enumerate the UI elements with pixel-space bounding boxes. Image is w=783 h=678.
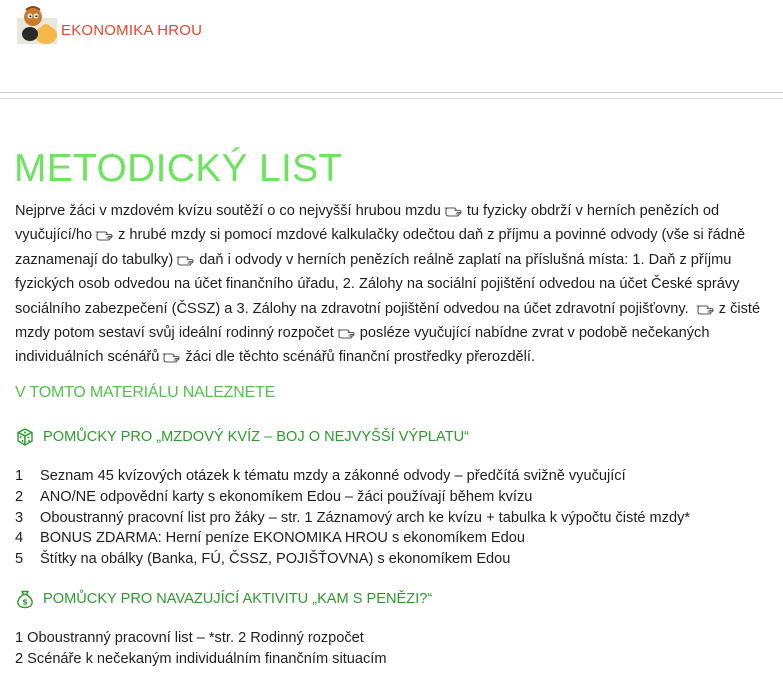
list-item-number: 3	[15, 509, 24, 526]
list-item-text: ANO/NE odpovědní karty s ekonomíkem Edou – žáci používají během kvízu	[40, 488, 533, 505]
pointing-hand-icon	[444, 203, 464, 217]
page-title: METODICKÝ LIST	[14, 147, 343, 190]
header-divider	[0, 92, 783, 93]
intro-text-7: žáci dle těchto scénářů finanční prostředky přerozdělí.	[185, 349, 536, 366]
pointing-hand-icon	[337, 325, 357, 339]
subsection-activity-label: POMŮCKY PRO NAVAZUJÍCÍ AKTIVITU „KAM S PENĚZI?“	[43, 591, 433, 607]
intro-text-6: posléze vyučující nabídne zvrat v podobě nečekaných individuálních scénářů	[15, 325, 710, 366]
section-title: V TOMTO MATERIÁLU NALEZNETE	[15, 384, 276, 401]
header-divider-secondary	[0, 98, 783, 99]
mascot-with-money-bag-icon[interactable]	[17, 4, 57, 44]
activity-materials-list	[15, 628, 387, 670]
list-item-text: Oboustranný pracovní list pro žáky – str. 1 Záznamový arch ke kvízu + tabulka k výpočtu čisté mzdy*	[40, 509, 691, 526]
money-bag-icon	[15, 589, 35, 609]
list-item: 1 Oboustranný pracovní list – *str. 2 Rodinný rozpočet	[15, 630, 364, 646]
list-item	[15, 466, 690, 487]
list-item	[15, 549, 690, 570]
pointing-hand-icon	[696, 301, 716, 315]
list-item-text: Seznam 45 kvízových otázek k tématu mzdy a zákonné odvody – předčítá svižně vyučující	[40, 468, 626, 484]
svg-text:$: $	[22, 597, 28, 607]
intro-text-4: daň i odvody v herních penězích reálně zaplatí na příslušná místa: 1. Daň z příjmu fyzických osob odvedou na účet finančního úřadu, 2. Zálohy na sociální pojištění odvedou na účet České správy sociálního zabezpečení (ČSSZ) a 3. Zálohy na zdravotní pojištění odvedou na účet zdravotní pojišťovny.	[15, 251, 740, 317]
pointing-hand-icon	[162, 349, 182, 363]
intro-paragraph	[15, 199, 775, 370]
list-item-number: 5	[15, 551, 24, 568]
brand-name[interactable]: EKONOMIKA HROU	[61, 22, 203, 39]
list-item-number: 1	[15, 468, 24, 484]
quiz-materials-list	[15, 466, 690, 570]
list-item	[15, 528, 690, 549]
list-item: 2 Scénáře k nečekaným individuálním finančním situacím	[15, 651, 387, 667]
subsection-quiz-title	[15, 427, 469, 447]
pointing-hand-icon	[176, 252, 196, 266]
list-item	[15, 508, 690, 529]
intro-text-2: tu fyzicky obdrží v herních penězích od vyučující/ho	[15, 203, 720, 244]
list-item-number: 2	[15, 488, 24, 505]
intro-text-5: z čisté mzdy potom sestaví svůj ideální rodinný rozpočet	[15, 300, 761, 342]
dice-icon	[15, 427, 35, 447]
list-item-text: Štítky na obálky (Banka, FÚ, ČSSZ, POJIŠŤOVNA) s ekonomíkem Edou	[40, 551, 511, 568]
pointing-hand-icon	[95, 227, 115, 241]
intro-text-1: Nejprve žáci v mzdovém kvízu soutěží o co nejvyšší hrubou mzdu	[15, 203, 441, 219]
header	[0, 0, 783, 92]
list-item-number: 4	[15, 530, 24, 547]
subsection-activity-title	[15, 589, 432, 609]
subsection-quiz-label: POMŮCKY PRO „MZDOVÝ KVÍZ – BOJ O NEJVYŠŠÍ VÝPLATU“	[43, 429, 470, 445]
list-item	[15, 487, 690, 508]
intro-text-3: z hrubé mzdy si pomocí mzdové kalkulačky odečtou daň z příjmu a povinné odvody (vše si řádně zaznamenají do tabulky)	[15, 227, 746, 268]
list-item-text: BONUS ZDARMA: Herní peníze EKONOMIKA HROU s ekonomíkem Edou	[40, 530, 525, 547]
